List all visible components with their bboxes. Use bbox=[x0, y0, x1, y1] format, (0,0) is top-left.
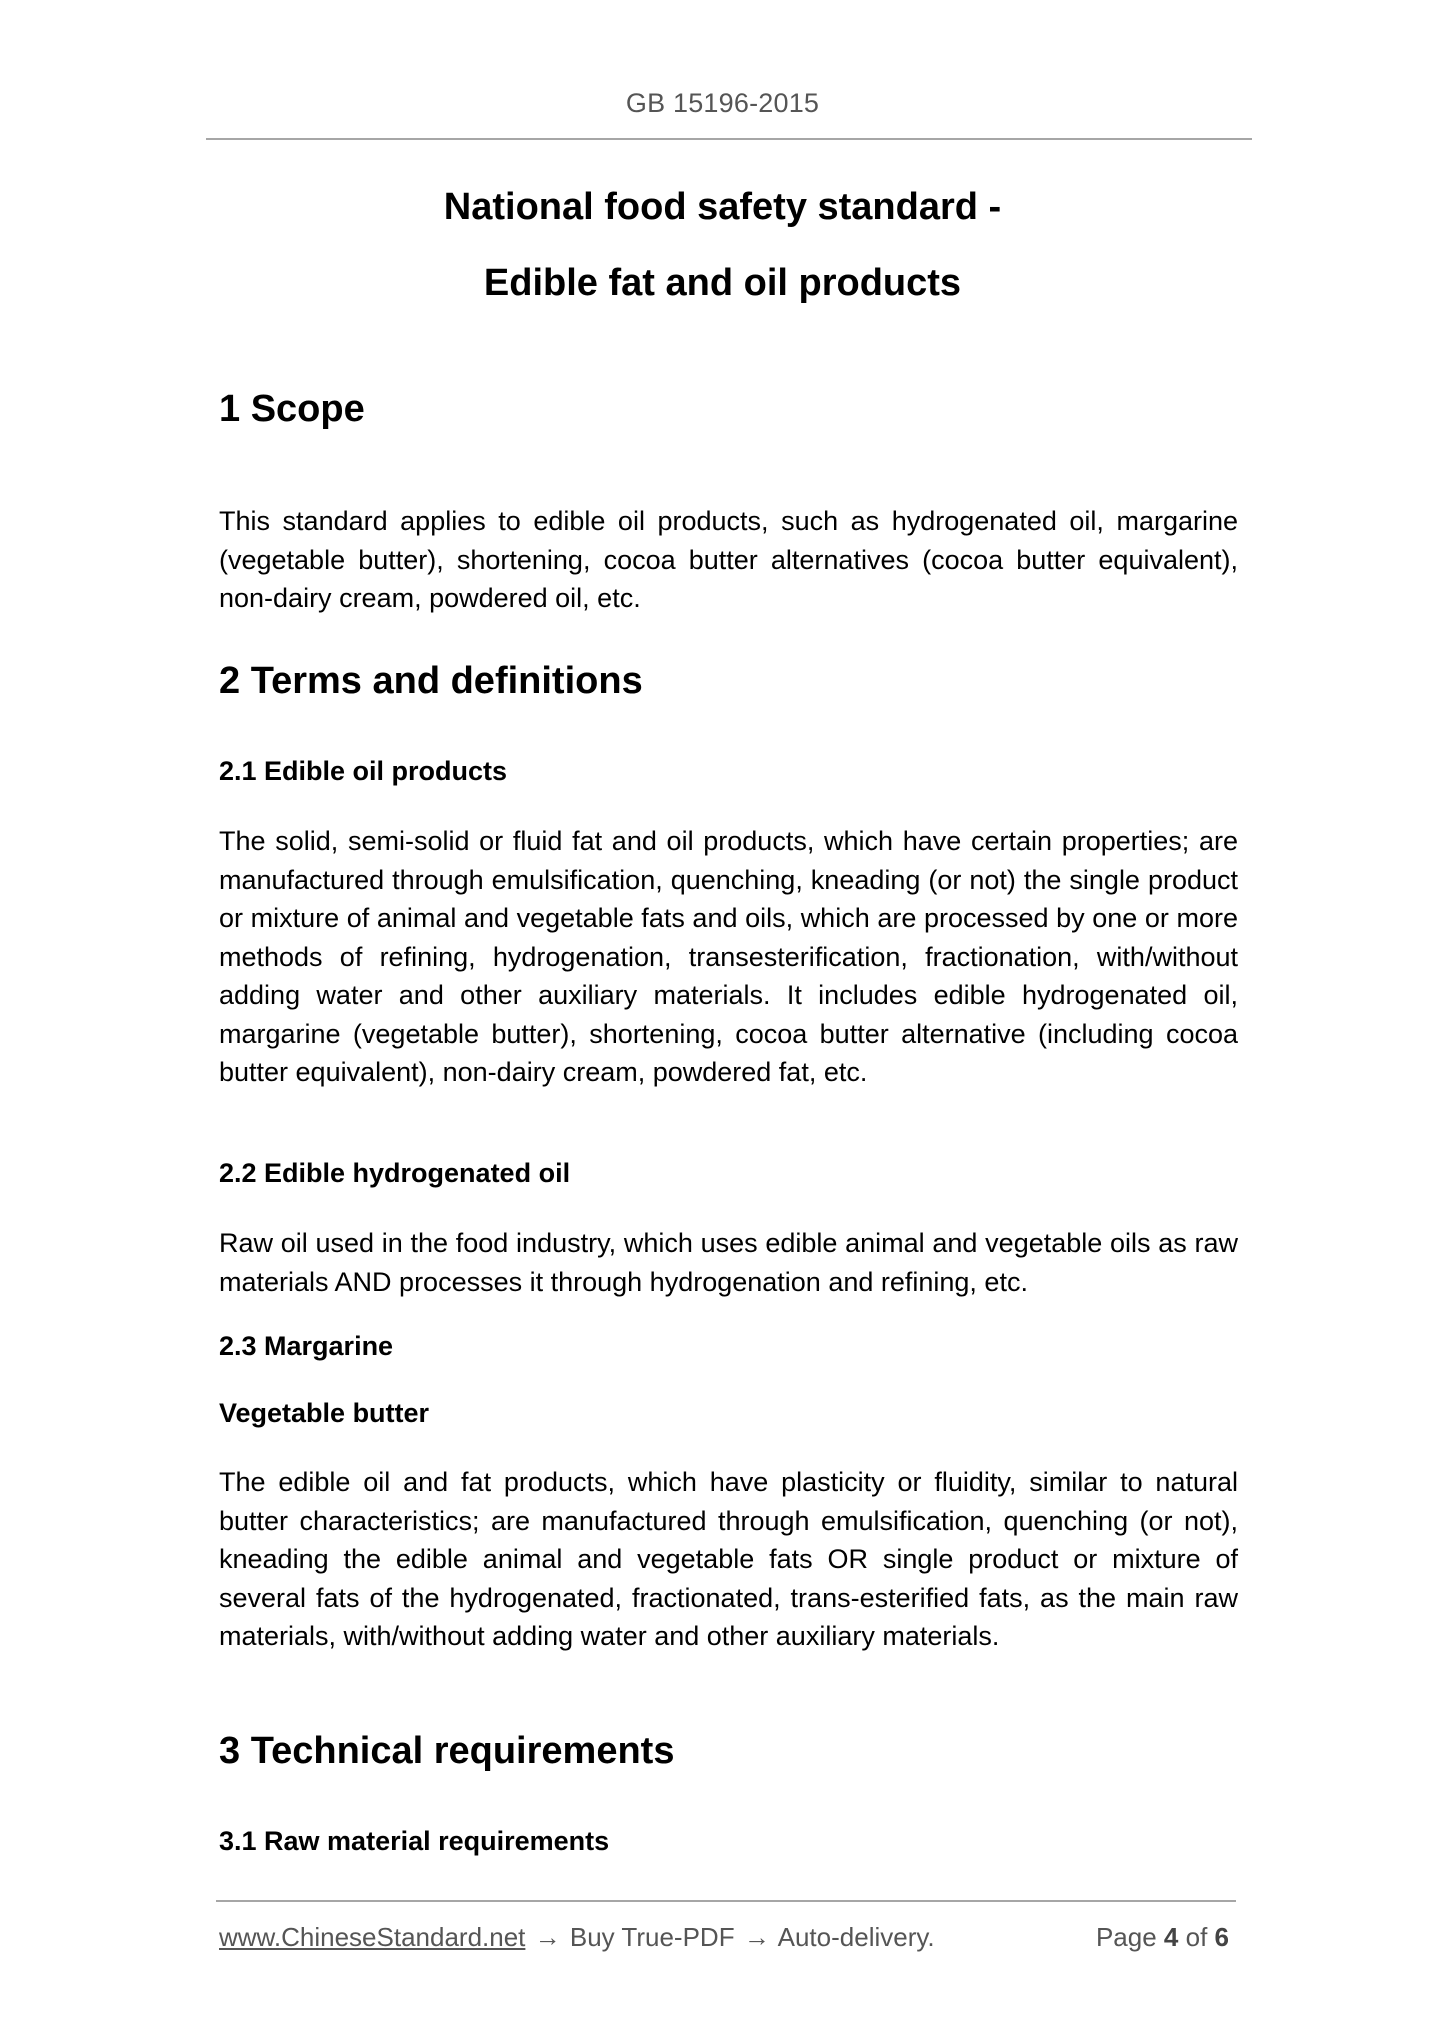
footer-step-buy: Buy True-PDF bbox=[569, 1922, 735, 1952]
page-label: Page bbox=[1095, 1922, 1157, 1952]
header-divider bbox=[206, 138, 1252, 140]
section-heading-scope: 1 Scope bbox=[219, 388, 365, 430]
footer-step-delivery: Auto-delivery. bbox=[777, 1922, 935, 1952]
definition-paragraph-2-2: Raw oil used in the food industry, which uses edible animal and vegetable oils as raw materials AND processes it through hydrogenation and refining, etc. bbox=[219, 1228, 1238, 1297]
page-footer bbox=[219, 1922, 1229, 1953]
definition-paragraph-2-1: The solid, semi-solid or fluid fat and oil products, which have certain properties; are manufactured through emulsification, quenching, kneading (or not) the single product or mixture of animal and vegetable fats and oils, which are processed by one or more methods of refining, hydrogenation, transesterification, fractionation, with/without adding water and other auxiliary materials. It includes edible hydrogenated oil, margarine (vegetable butter), shortening, cocoa butter alternative (including cocoa butter equivalent), non-dairy cream, powdered fat, etc. bbox=[219, 826, 1238, 1087]
subsection-heading-2-1: 2.1 Edible oil products bbox=[219, 756, 508, 786]
definition-paragraph-2-3: The edible oil and fat products, which have plasticity or fluidity, similar to natural butter characteristics; are manufactured through emulsification, quenching (or not), kneading the edible animal and vegetable fats OR single product or mixture of several fats of the hydrogenated, fractionated, trans-esterified fats, as the main raw materials, with/without adding water and other auxiliary materials. bbox=[219, 1467, 1238, 1651]
subsection-heading-2-2: 2.2 Edible hydrogenated oil bbox=[219, 1158, 571, 1188]
document-title-line1: National food safety standard - bbox=[443, 186, 1002, 228]
arrow-right-icon: → bbox=[534, 1922, 561, 1952]
subsection-heading-2-3: 2.3 Margarine bbox=[219, 1331, 394, 1361]
section-heading-terms: 2 Terms and definitions bbox=[219, 660, 643, 702]
document-title-line2: Edible fat and oil products bbox=[483, 262, 962, 304]
subsection-subheading-vegetable-butter: Vegetable butter bbox=[219, 1398, 430, 1428]
subsection-heading-3-1: 3.1 Raw material requirements bbox=[219, 1826, 610, 1856]
arrow-right-icon: → bbox=[743, 1922, 770, 1952]
page-of-label: of bbox=[1185, 1922, 1208, 1952]
footer-divider bbox=[216, 1900, 1236, 1902]
page-number bbox=[1096, 1922, 1229, 1953]
running-header-standard-code: GB 15196-2015 bbox=[625, 88, 820, 118]
scope-paragraph: This standard applies to edible oil products, such as hydrogenated oil, margarine (vegetable butter), shortening, cocoa butter alternatives (cocoa butter equivalent), non-dairy cream, powdered oil, etc. bbox=[219, 506, 1238, 613]
chinesestandard-link[interactable]: www.ChineseStandard.net bbox=[219, 1922, 526, 1952]
section-heading-technical: 3 Technical requirements bbox=[219, 1730, 675, 1772]
current-page: 4 bbox=[1163, 1922, 1179, 1952]
total-pages: 6 bbox=[1214, 1922, 1229, 1952]
